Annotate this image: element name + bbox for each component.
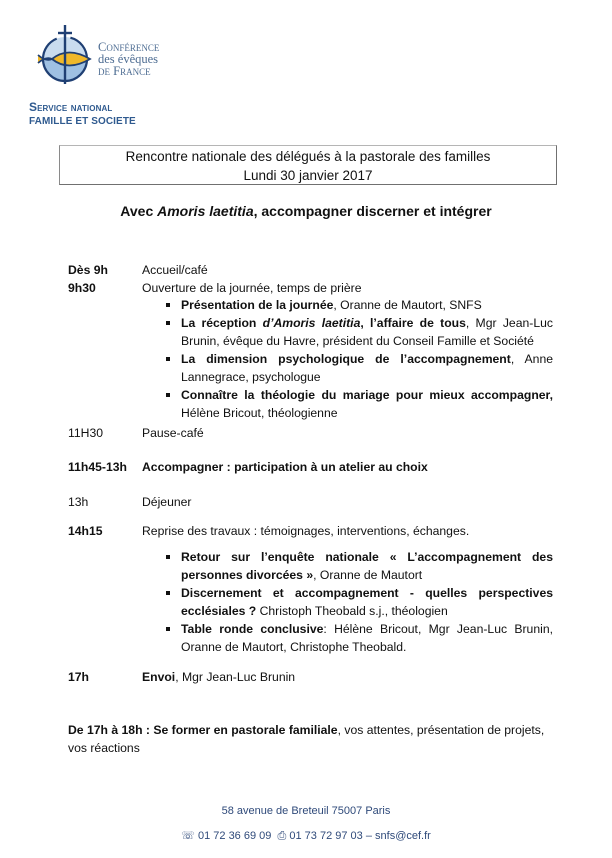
schedule-desc: Reprise des travaux : témoignages, interventions, échanges. — [142, 524, 470, 538]
talk-title: Présentation de la journée — [181, 298, 334, 312]
cef-logo — [34, 22, 96, 88]
closing-rest: , vos attentes, présentation de projets, vos réactions — [68, 723, 545, 755]
bullet-icon — [166, 321, 170, 325]
closing-title: De 17h à 18h : Se former en pastorale familiale — [68, 723, 338, 737]
schedule-time: 17h — [68, 670, 90, 684]
schedule-desc: Accompagner : participation à un atelier au choix — [142, 460, 428, 474]
bullet-icon — [166, 393, 170, 397]
closing-session — [68, 721, 548, 757]
cross-fish-globe-logo-icon — [34, 22, 96, 88]
telephone-icon: ☏ — [181, 830, 195, 842]
theme-prefix: Avec — [120, 203, 158, 219]
event-title: Rencontre nationale des délégués à la pastorale des familles — [125, 149, 491, 164]
talk-title: Discernement et accompagnement - quelles perspectives ecclésiales ? — [181, 586, 553, 618]
schedule-time: Dès 9h — [68, 263, 108, 277]
org-name-line-2: des évêques — [98, 52, 159, 66]
list-item — [166, 584, 553, 620]
talk-title-end: , l’affaire de tous — [360, 316, 466, 330]
talk-title: La réception — [181, 316, 263, 330]
schedule-time: 11H30 — [68, 426, 104, 440]
theme-suffix: , accompagner discerner et intégrer — [253, 203, 492, 219]
separator: – — [362, 830, 376, 842]
event-theme — [0, 203, 612, 219]
schedule-time: 14h15 — [68, 524, 103, 538]
schedule-time: 9h30 — [68, 281, 96, 295]
bullet-icon — [166, 357, 170, 361]
talk-speaker: , Oranne de Mautort, SNFS — [333, 298, 482, 312]
footer-address: 58 avenue de Breteuil 75007 Paris — [221, 805, 391, 817]
schedule-desc: Pause-café — [142, 426, 204, 440]
desc-bold: Envoi — [142, 670, 176, 684]
email-link[interactable]: snfs@cef.fr — [375, 830, 431, 842]
talk-speaker: : Hélène Bricout, Mgr Jean-Luc Brunin, Oranne de Mautort, Christophe Theobald. — [181, 622, 553, 654]
talk-title: La dimension psychologique de l’accompagnement — [181, 352, 511, 366]
theme-italic: Amoris laetitia — [157, 203, 254, 219]
schedule-desc — [142, 669, 295, 685]
fax-number: 01 73 72 97 03 — [289, 830, 363, 842]
footer-contact — [0, 829, 612, 843]
service-name-line-2: FAMILLE ET SOCIETE — [29, 116, 136, 127]
list-item — [166, 350, 553, 386]
org-name-line-3: de France — [98, 64, 151, 78]
fax-icon: ⎙ — [277, 830, 287, 842]
talk-title-italic: d’Amoris laetitia — [262, 316, 361, 330]
talk-title: Connaître la théologie du mariage pour mieux accompagner, — [181, 388, 553, 402]
org-name-line-1: Conférence — [98, 40, 160, 54]
talk-speaker: , Mgr Jean-Luc Brunin, évêque du Havre, président du Conseil Famille et Société — [181, 316, 553, 348]
list-item — [166, 296, 553, 314]
event-date: Lundi 30 janvier 2017 — [243, 167, 373, 183]
talk-title: Table ronde conclusive — [181, 622, 324, 636]
talk-speaker: Christoph Theobald s.j., théologien — [256, 604, 448, 618]
list-item — [166, 386, 553, 422]
schedule-time: 13h — [68, 495, 89, 509]
schedule-desc: Déjeuner — [142, 495, 192, 509]
schedule-desc: Accueil/café — [142, 263, 208, 277]
list-item — [166, 620, 553, 656]
org-name — [98, 41, 159, 77]
talk-speaker: , Oranne de Mautort — [313, 568, 423, 582]
desc-rest: , Mgr Jean-Luc Brunin — [175, 670, 296, 684]
list-item — [166, 548, 553, 584]
bullet-icon — [166, 627, 170, 631]
schedule-time: 11h45-13h — [68, 460, 127, 474]
schedule-desc: Ouverture de la journée, temps de prière — [142, 281, 362, 295]
list-item — [166, 314, 553, 350]
afternoon-talks-list — [166, 548, 553, 656]
talk-title: Retour sur l’enquête nationale « L’accompagnement des personnes divorcées » — [181, 550, 553, 582]
bullet-icon — [166, 591, 170, 595]
service-name-line-1: Service national — [29, 100, 113, 114]
event-title-box — [59, 145, 557, 185]
talk-speaker: , Anne Lannegrace, psychologue — [181, 352, 554, 384]
talk-speaker: Hélène Bricout, théologienne — [181, 406, 338, 420]
morning-talks-list — [166, 296, 553, 422]
bullet-icon — [166, 555, 170, 559]
bullet-icon — [166, 303, 170, 307]
phone-number: 01 72 36 69 09 — [197, 830, 272, 842]
